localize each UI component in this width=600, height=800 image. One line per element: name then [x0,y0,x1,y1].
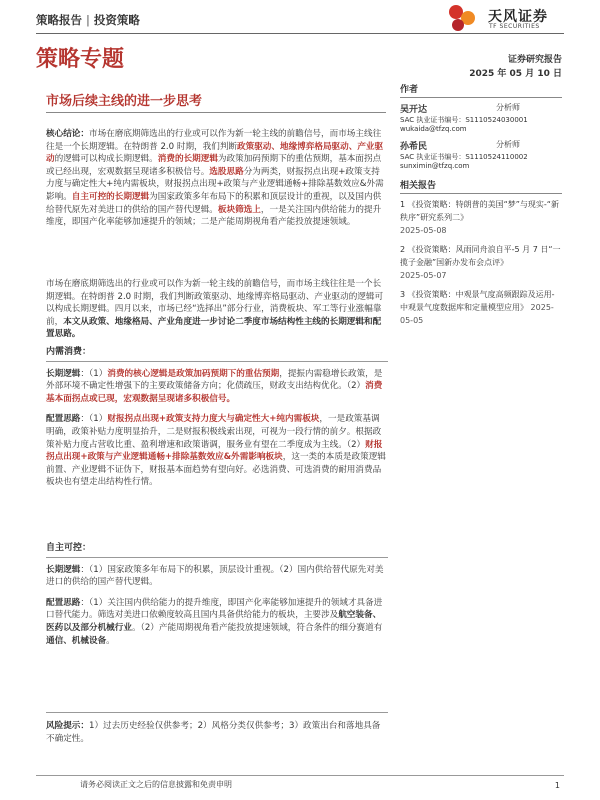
page-number: 1 [554,781,560,790]
body-emphasis: 通信、机械设备 [46,635,107,646]
summary-text: 的逻辑可以构成长期逻辑。 [54,154,158,165]
related-reports-label: 相关报告 [400,181,437,191]
summary-highlight: 消费的长期逻辑 [157,154,218,165]
body-text: ：（1） [80,368,108,379]
related-report-title: 1 《投资策略：特朗普的美国“梦”与现实-“新秩序”研究系列二》 [400,200,559,222]
summary-text: 分为两类，财报拐点出现+政策支持力度与确定性大+纯内需板块，财报拐点出现+政策与产业逻辑通畅+排除基数效应&外需影响。 [46,166,384,202]
logo-text-en: TF SECURITIES [489,23,540,30]
summary-text: 为国家政策多年布局下的积累和顶层设计的重视，以及国内供给替代原先对美进口的供给的国产替代逻辑。 [46,191,382,215]
related-report-item[interactable] [400,288,562,327]
author-name: 孙希民 [400,142,428,152]
author-name: 吴开达 [400,105,428,115]
body-text: 。（2）产能周期视角看产能投放提速领域，符合条件的细分赛道有 [131,622,383,633]
footer-disclaimer[interactable]: 请务必阅读正文之后的信息披露和免责申明 [80,780,232,789]
related-report-date: 2025-05-07 [400,271,447,280]
related-report-date: 2025-05-08 [400,226,447,235]
related-report-date: 2025-05-05 [400,303,554,325]
summary-highlight: 政策驱动、地缘博弈格局驱动、产业驱动 [46,141,384,165]
section-heading: 自主可控： [46,543,92,553]
logo-mark-icon [444,4,484,32]
author-role: 分析师 [496,103,520,112]
summary-highlight: 板块筛选上 [217,204,261,215]
summary-text: ，一是关注国内供给能力的提升维度，即国产化率能够加速提升的领域；二是产能周期视角看产能投放提速领域。 [46,204,382,228]
footer-divider [36,775,564,776]
autonomy-section [46,542,388,647]
summary-text: 市场在磨底期筛选出的行业或可以作为新一轮主线的前瞻信号，而市场主线往往是一个长期逻辑。在特朗普 2.0 时期，我们判断 [46,129,382,152]
author-email[interactable]: sunximin@tfzq.com [400,162,470,170]
risk-divider [46,712,388,713]
summary-highlight: 自主可控的长期逻辑 [71,191,150,202]
report-category: 策略报告 | 投资策略 [36,13,140,27]
authors-label: 作者 [400,85,419,95]
summary-text: 为政策加码预期下的重估预期，基本面拐点或已经出现，宏观数据呈现诸多积极信号。 [46,154,382,177]
report-date: 2025 年 05 月 10 日 [469,69,562,79]
author-email[interactable]: wukaida@tfzq.com [400,125,467,133]
body-text: ，一是政策基调明确，政策补贴力度明显抬升，二是财报积极线索出现，可视为一段行情的前夕。根据政策补贴力度占营收比重、盈利增速和政策谐调，服务业有望在二季度成为主线。（2） [46,414,382,450]
section-heading: 内需消费： [46,347,92,357]
risk-label: 风险提示： [46,721,89,731]
body-highlight: 财报拐点出现+政策支持力度大与确定性大+纯内需板块 [107,414,320,425]
author-card [400,139,562,170]
page-title: 策略专题 [36,47,125,72]
authors-section [400,82,562,170]
logo-text-cn: 天风证券 [488,9,548,25]
header-divider [36,33,564,34]
body-text: ：（1） [80,414,108,425]
body-text: ：（1）国家政策多年布局下的积累，顶层设计重视。（2）国内供给替代原先对美进口的供给的国产替代逻辑。 [46,564,384,588]
related-report-item[interactable] [400,243,562,282]
body-highlight: 消费的核心逻辑是政策加码预期下的重估预期 [107,368,280,379]
report-type: 证券研究报告 [507,55,562,65]
author-role: 分析师 [496,140,520,149]
author-sac: SAC 执业证书编号：S1110524110002 [400,153,528,161]
category-label: 策略报告 [36,13,82,27]
intro-text: 市场在磨底期筛选出的行业或可以作为新一轮主线的前瞻信号，而市场主线往往是一个长期逻辑。在特朗普 2.0 时期，我们判断政策驱动、地缘博弈格局驱动、产业驱动的逻辑可以构成长期逻辑。四月以来，市场已经“选择出”部分行业，消费板块、军工等行业涨幅靠前， [46,279,384,327]
related-report-item[interactable] [400,198,562,237]
intro-emphasis: 本文从政策、地缘格局、产业角度进一步讨论二季度市场结构性主线的长期逻辑和配置思路。 [46,316,382,340]
body-highlight: 消费基本面拐点或已现，宏观数据呈现诸多积极信号。 [46,381,383,404]
summary-label: 核心结论： [46,129,89,139]
related-reports-section [400,178,562,327]
risk-text: 1）过去历史经验仅供参考；2）风格分类仅供参考；3）政策出台和落地具备不确定性。 [46,721,381,744]
logic-label: 长期逻辑 [46,368,81,379]
body-emphasis: 航空装备、医药以及部分机械行业 [46,610,382,633]
body-text: ，提振内需稳增长政策，是外部环境不确定性增强下的主要政策储备方向；化债疏压，财政支出结构优化。（2） [46,368,383,392]
author-sac: SAC 执业证书编号：S1110524030001 [400,116,528,124]
subcategory-label: 投资策略 [93,13,140,27]
intro-paragraph [46,278,388,341]
related-report-title: 2 《投资策略：风雨同舟浪自平-5 月 7 日“一揽子金融”国新办发布会点评》 [400,245,561,267]
summary-block [46,128,388,229]
body-highlight: 财报拐点出现+政策与产业逻辑通畅+排除基数效应&外需影响板块 [46,439,383,463]
author-card [400,102,562,133]
consumption-section [46,346,388,489]
config-label: 配置思路 [46,414,81,425]
related-report-title: 3 《投资策略：中观景气度高频跟踪及运用-中观景气度数据库和定量模型应用》 [400,290,555,312]
logic-label: 长期逻辑 [46,564,81,575]
risk-section [46,720,388,745]
company-logo [444,4,564,32]
config-label: 配置思路 [46,597,81,608]
body-text: ，这一类的本质是政策逻辑前置、产业逻辑不证伪下，财报基本面趋势有望向好。必选消费、可选消费的耐用消费品板块也有望走出结构性行情。 [46,452,386,488]
body-text: 。 [106,635,115,646]
subtitle-divider [46,112,386,113]
report-subtitle: 市场后续主线的进一步思考 [46,94,203,109]
body-text: ：（1）关注国内供给能力的提升维度，即国产化率能够加速提升的领域才具备进口替代能力。筛选对美进口依赖度较高且国内具备供给能力的板块，主要涉及 [46,597,383,621]
summary-highlight: 选股思路 [209,166,244,177]
